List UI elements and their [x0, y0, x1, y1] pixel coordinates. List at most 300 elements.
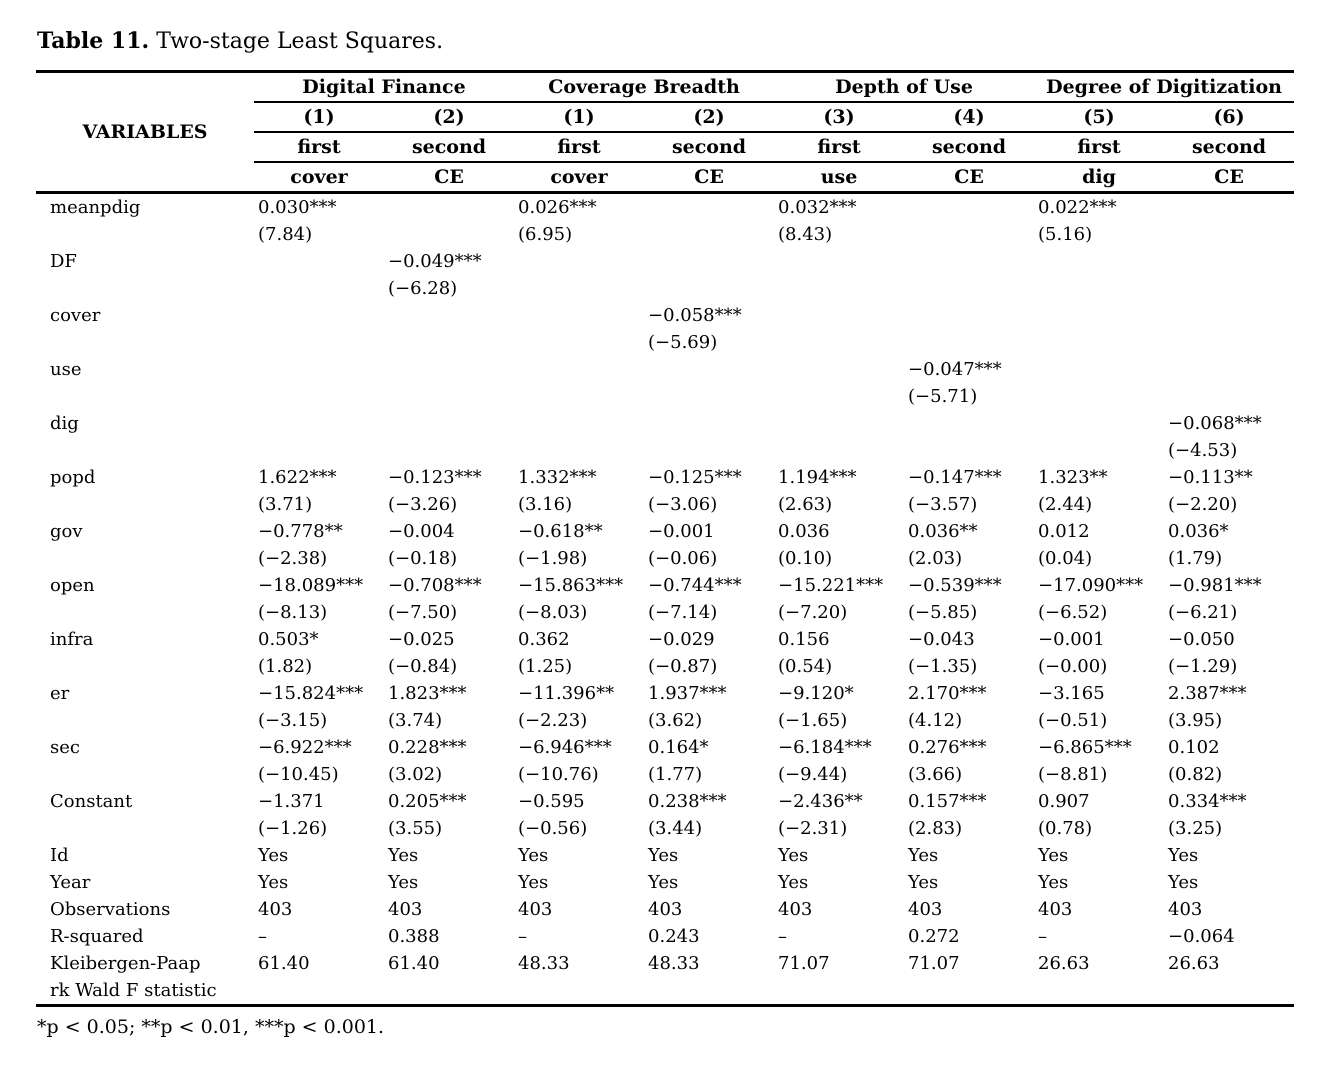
stat-cell: Yes	[778, 845, 809, 866]
tstat-cell: (3.66)	[908, 764, 963, 785]
model-number: (4)	[904, 102, 1034, 132]
tstat-cell: (−2.20)	[1168, 494, 1238, 515]
coef-cell: −0.123***	[388, 467, 482, 488]
stat-cell: –	[518, 926, 528, 947]
coef-cell	[644, 248, 774, 275]
tstat-cell: (−6.28)	[388, 278, 458, 299]
tstat-cell: (4.12)	[908, 710, 963, 731]
coef-cell: −0.058***	[648, 305, 742, 326]
stat-cell: 403	[388, 899, 423, 920]
coef-cell	[1034, 356, 1164, 383]
table-row	[36, 788, 1294, 815]
stat-cell: 403	[1038, 899, 1073, 920]
stat-cell: 403	[908, 899, 943, 920]
var-label: popd	[50, 467, 96, 488]
tstat-cell	[774, 383, 904, 410]
stat-cell: 71.07	[908, 953, 960, 974]
coef-cell	[644, 356, 774, 383]
depvar-label: CE	[384, 162, 514, 193]
tstat-cell: (−4.53)	[1168, 440, 1238, 461]
coef-cell: 2.387***	[1168, 683, 1247, 704]
tstat-cell	[254, 437, 384, 464]
coef-cell: 1.622***	[258, 467, 337, 488]
coef-cell: −0.047***	[908, 359, 1002, 380]
table-row	[36, 599, 1294, 626]
coef-cell: 0.238***	[648, 791, 727, 812]
tstat-cell	[644, 437, 774, 464]
coef-cell	[904, 410, 1034, 437]
tstat-cell	[644, 275, 774, 302]
table-row	[36, 680, 1294, 707]
stat-cell: –	[258, 926, 267, 947]
stat-cell: Yes	[518, 872, 549, 893]
stat-cell: −0.064	[1168, 926, 1235, 947]
coef-cell	[774, 410, 904, 437]
coef-cell: 1.323**	[1038, 467, 1108, 488]
coef-cell: −3.165	[1038, 683, 1105, 704]
tstat-cell: (−3.06)	[648, 494, 718, 515]
coef-cell: 0.164*	[648, 737, 709, 758]
coef-cell: 0.036**	[908, 521, 978, 542]
table-row	[36, 248, 1294, 275]
coef-cell	[774, 356, 904, 383]
stat-cell: Yes	[908, 872, 939, 893]
coef-cell	[1034, 302, 1164, 329]
tstat-cell: (−1.35)	[908, 656, 978, 677]
table-row	[36, 437, 1294, 464]
tstat-cell: (−3.15)	[258, 710, 328, 731]
coef-cell: −0.595	[518, 791, 585, 812]
var-label-blank	[36, 437, 254, 464]
table-row	[36, 707, 1294, 734]
depvar-label: dig	[1034, 162, 1164, 193]
table-row	[36, 356, 1294, 383]
group-header: Degree of Digitization	[1034, 72, 1294, 103]
tstat-cell	[1164, 329, 1294, 356]
coef-cell: 0.036*	[1168, 521, 1229, 542]
tstat-cell	[514, 383, 644, 410]
stat-cell: –	[1038, 926, 1048, 947]
coef-cell: −6.922***	[258, 737, 352, 758]
table-row	[36, 221, 1294, 248]
tstat-cell	[1164, 275, 1294, 302]
coef-cell: −0.708***	[388, 575, 482, 596]
tstat-cell: (0.04)	[1038, 548, 1093, 569]
stage-label: second	[384, 132, 514, 162]
table-caption: Two-stage Least Squares.	[149, 29, 444, 54]
var-label-blank	[36, 275, 254, 302]
var-label-blank	[36, 221, 254, 248]
stat-cell: 48.33	[648, 953, 700, 974]
coef-cell: 0.102	[1168, 737, 1220, 758]
coef-cell: 0.503*	[258, 629, 319, 650]
tstat-cell	[384, 221, 514, 248]
var-label: infra	[50, 629, 94, 650]
table-row	[36, 302, 1294, 329]
tstat-cell: (−0.06)	[648, 548, 718, 569]
table-row	[36, 653, 1294, 680]
tstat-cell	[384, 383, 514, 410]
stat-cell: 61.40	[388, 953, 440, 974]
coef-cell	[254, 410, 384, 437]
coef-cell: 0.032***	[778, 197, 857, 218]
var-label-blank	[36, 815, 254, 842]
model-number: (3)	[774, 102, 904, 132]
stage-label: first	[514, 132, 644, 162]
tstat-cell	[1034, 383, 1164, 410]
coef-cell: −0.618**	[518, 521, 603, 542]
stat-label: R-squared	[50, 926, 144, 947]
coef-cell	[1164, 248, 1294, 275]
coef-cell	[1164, 193, 1294, 222]
tstat-cell: (−0.00)	[1038, 656, 1108, 677]
coef-cell: −15.824***	[258, 683, 364, 704]
coef-cell: −11.396**	[518, 683, 615, 704]
variables-column-header: VARIABLES	[36, 72, 254, 193]
var-label: sec	[50, 737, 80, 758]
coef-cell	[644, 193, 774, 222]
significance-note: *p < 0.05; **p < 0.01, ***p < 0.001.	[37, 1016, 385, 1038]
tstat-cell	[514, 437, 644, 464]
coef-cell	[384, 193, 514, 222]
tstat-cell: (−10.76)	[518, 764, 599, 785]
tstat-cell	[384, 329, 514, 356]
stat-cell: 403	[258, 899, 293, 920]
tstat-cell: (−0.51)	[1038, 710, 1108, 731]
tstat-cell: (−7.50)	[388, 602, 458, 623]
model-number: (1)	[514, 102, 644, 132]
coef-cell: −0.001	[1038, 629, 1105, 650]
coef-cell: 0.276***	[908, 737, 987, 758]
tstat-cell: (−6.52)	[1038, 602, 1108, 623]
tstat-cell	[1164, 383, 1294, 410]
var-label-blank	[36, 383, 254, 410]
stat-cell: Yes	[648, 845, 679, 866]
stat-cell: Yes	[258, 872, 289, 893]
depvar-label: CE	[904, 162, 1034, 193]
var-label-blank	[36, 707, 254, 734]
coef-cell: −1.371	[258, 791, 325, 812]
stat-cell: Yes	[1038, 845, 1069, 866]
tstat-cell: (−1.65)	[778, 710, 848, 731]
tstat-cell	[904, 221, 1034, 248]
tstat-cell: (−5.85)	[908, 602, 978, 623]
coef-cell: −0.539***	[908, 575, 1002, 596]
tstat-cell	[1034, 329, 1164, 356]
table-row	[36, 545, 1294, 572]
var-label-blank	[36, 329, 254, 356]
depvar-label: use	[774, 162, 904, 193]
coef-cell: 0.012	[1038, 521, 1090, 542]
tstat-cell: (−8.03)	[518, 602, 588, 623]
var-label-blank	[36, 491, 254, 518]
tstat-cell: (−1.98)	[518, 548, 588, 569]
table-row	[36, 329, 1294, 356]
tstat-cell: (0.54)	[778, 656, 833, 677]
tstat-cell	[904, 275, 1034, 302]
coef-cell	[1034, 248, 1164, 275]
tstat-cell	[644, 221, 774, 248]
var-label: Constant	[50, 791, 133, 812]
coef-cell: 1.823***	[388, 683, 467, 704]
table-row	[36, 761, 1294, 788]
stat-cell: Yes	[258, 845, 289, 866]
coef-cell	[254, 356, 384, 383]
coef-cell: −0.125***	[648, 467, 742, 488]
coef-cell	[384, 356, 514, 383]
coef-cell: 0.205***	[388, 791, 467, 812]
stat-label: Kleibergen-Paap	[50, 953, 201, 974]
stage-label: second	[644, 132, 774, 162]
coef-cell: −0.147***	[908, 467, 1002, 488]
coef-cell	[254, 302, 384, 329]
tstat-cell: (−5.69)	[648, 332, 718, 353]
coef-cell: 0.907	[1038, 791, 1090, 812]
tstat-cell: (−10.45)	[258, 764, 339, 785]
var-label: DF	[50, 251, 77, 272]
tstat-cell	[514, 275, 644, 302]
coef-cell	[514, 410, 644, 437]
coef-cell: −0.050	[1168, 629, 1235, 650]
var-label: dig	[50, 413, 79, 434]
table-row	[36, 734, 1294, 761]
tstat-cell: (3.25)	[1168, 818, 1223, 839]
var-label: er	[50, 683, 70, 704]
tstat-cell: (1.77)	[648, 764, 703, 785]
group-header: Digital Finance	[254, 72, 514, 103]
table-row	[36, 518, 1294, 545]
tstat-cell: (−1.29)	[1168, 656, 1238, 677]
coef-cell: −0.068***	[1168, 413, 1262, 434]
model-number: (1)	[254, 102, 384, 132]
coef-cell	[514, 302, 644, 329]
depvar-label: cover	[254, 162, 384, 193]
tstat-cell: (−0.18)	[388, 548, 458, 569]
coef-cell: −6.946***	[518, 737, 612, 758]
tstat-cell	[1164, 221, 1294, 248]
stat-label: Id	[50, 845, 69, 866]
coef-cell: 0.157***	[908, 791, 987, 812]
var-label-blank	[36, 761, 254, 788]
table-row	[36, 464, 1294, 491]
coef-cell	[644, 410, 774, 437]
tstat-cell: (2.03)	[908, 548, 963, 569]
tstat-cell: (3.71)	[258, 494, 313, 515]
coef-cell	[904, 193, 1034, 222]
table-row	[36, 950, 1294, 977]
tstat-cell: (0.78)	[1038, 818, 1093, 839]
var-label: open	[50, 575, 95, 596]
tstat-cell: (−8.13)	[258, 602, 328, 623]
tstat-cell: (6.95)	[518, 224, 573, 245]
tstat-cell: (−8.81)	[1038, 764, 1108, 785]
coef-cell	[1164, 302, 1294, 329]
stat-label: Observations	[50, 899, 171, 920]
tstat-cell	[774, 329, 904, 356]
tstat-cell	[254, 329, 384, 356]
tstat-cell: (3.74)	[388, 710, 443, 731]
tstat-cell: (8.43)	[778, 224, 833, 245]
stat-cell: 61.40	[258, 953, 310, 974]
tstat-cell: (2.83)	[908, 818, 963, 839]
model-number: (5)	[1034, 102, 1164, 132]
var-label: gov	[50, 521, 83, 542]
model-number: (2)	[644, 102, 774, 132]
tstat-cell: (0.10)	[778, 548, 833, 569]
tstat-cell: (−1.26)	[258, 818, 328, 839]
table-row	[36, 626, 1294, 653]
tstat-cell: (−3.26)	[388, 494, 458, 515]
var-label-blank	[36, 653, 254, 680]
coef-cell: −18.089***	[258, 575, 364, 596]
tstat-cell: (5.16)	[1038, 224, 1093, 245]
tstat-cell	[904, 437, 1034, 464]
coef-cell: −0.004	[388, 521, 455, 542]
tstat-cell: (−5.71)	[908, 386, 978, 407]
tstat-cell: (3.95)	[1168, 710, 1223, 731]
table-row	[36, 842, 1294, 869]
stat-cell: Yes	[1168, 872, 1199, 893]
coef-cell: −9.120*	[778, 683, 854, 704]
results-table	[36, 70, 1294, 1007]
stat-label: Year	[50, 872, 91, 893]
coef-cell: −0.778**	[258, 521, 343, 542]
depvar-label: CE	[644, 162, 774, 193]
coef-cell: 1.937***	[648, 683, 727, 704]
table-row	[36, 383, 1294, 410]
tstat-cell: (3.16)	[518, 494, 573, 515]
stage-label: first	[254, 132, 384, 162]
coef-cell: −0.001	[648, 521, 715, 542]
group-header: Coverage Breadth	[514, 72, 774, 103]
stat-cell: 0.243	[648, 926, 700, 947]
coef-cell: 0.334***	[1168, 791, 1247, 812]
tstat-cell: (−7.14)	[648, 602, 718, 623]
depvar-label: cover	[514, 162, 644, 193]
coef-cell: −15.221***	[778, 575, 884, 596]
coef-cell: −0.981***	[1168, 575, 1262, 596]
coef-cell: 0.156	[778, 629, 830, 650]
coef-cell: 0.228***	[388, 737, 467, 758]
coef-cell	[774, 248, 904, 275]
coef-cell	[904, 302, 1034, 329]
coef-cell: −0.025	[388, 629, 455, 650]
coef-cell	[514, 356, 644, 383]
tstat-cell: (1.82)	[258, 656, 313, 677]
tstat-cell	[774, 437, 904, 464]
coef-cell: −17.090***	[1038, 575, 1144, 596]
coef-cell: −15.863***	[518, 575, 624, 596]
tstat-cell: (−2.23)	[518, 710, 588, 731]
tstat-cell: (2.44)	[1038, 494, 1093, 515]
model-number: (6)	[1164, 102, 1294, 132]
var-label-blank	[36, 599, 254, 626]
coef-cell: 1.194***	[778, 467, 857, 488]
tstat-cell: (−0.84)	[388, 656, 458, 677]
coef-cell: 2.170***	[908, 683, 987, 704]
coef-cell	[1164, 356, 1294, 383]
table-row	[36, 923, 1294, 950]
coef-cell	[254, 248, 384, 275]
stage-label: first	[774, 132, 904, 162]
tstat-cell: (3.55)	[388, 818, 443, 839]
stat-cell: Yes	[648, 872, 679, 893]
coef-cell: 0.036	[778, 521, 830, 542]
coef-cell	[384, 410, 514, 437]
tstat-cell: (1.25)	[518, 656, 573, 677]
coef-cell	[514, 248, 644, 275]
tstat-cell	[774, 275, 904, 302]
stage-label: first	[1034, 132, 1164, 162]
tstat-cell: (0.82)	[1168, 764, 1223, 785]
tstat-cell	[1034, 275, 1164, 302]
stat-cell: 403	[778, 899, 813, 920]
stat-cell: 0.388	[388, 926, 440, 947]
coef-cell: 0.362	[518, 629, 570, 650]
tstat-cell: (−6.21)	[1168, 602, 1238, 623]
stat-cell: 48.33	[518, 953, 570, 974]
coef-cell: 0.026***	[518, 197, 597, 218]
coef-cell: −0.029	[648, 629, 715, 650]
stage-label: second	[904, 132, 1034, 162]
stat-cell: Yes	[1038, 872, 1069, 893]
var-label: use	[50, 359, 82, 380]
tstat-cell: (−0.87)	[648, 656, 718, 677]
tstat-cell: (−9.44)	[778, 764, 848, 785]
stat-label-line2: rk Wald F statistic	[50, 980, 217, 1001]
table-row	[36, 815, 1294, 842]
stat-cell: Yes	[518, 845, 549, 866]
stat-cell: Yes	[908, 845, 939, 866]
tstat-cell: (−3.57)	[908, 494, 978, 515]
table-title	[37, 28, 1294, 54]
stat-cell: Yes	[388, 845, 419, 866]
tstat-cell	[514, 329, 644, 356]
table-row	[36, 869, 1294, 896]
table-row	[36, 572, 1294, 599]
coef-cell	[904, 248, 1034, 275]
coef-cell: −0.744***	[648, 575, 742, 596]
stat-cell: 403	[1168, 899, 1203, 920]
coef-cell: −6.184***	[778, 737, 872, 758]
table-row	[36, 491, 1294, 518]
coef-cell	[1034, 410, 1164, 437]
coef-cell: −0.043	[908, 629, 975, 650]
tstat-cell: (−2.31)	[778, 818, 848, 839]
table-row	[36, 977, 1294, 1006]
group-header: Depth of Use	[774, 72, 1034, 103]
var-label-blank	[36, 545, 254, 572]
tstat-cell	[384, 437, 514, 464]
tstat-cell	[254, 383, 384, 410]
tstat-cell: (1.79)	[1168, 548, 1223, 569]
tstat-cell: (2.63)	[778, 494, 833, 515]
model-number: (2)	[384, 102, 514, 132]
stat-cell: 71.07	[778, 953, 830, 974]
coef-cell	[774, 302, 904, 329]
tstat-cell: (3.44)	[648, 818, 703, 839]
coef-cell: −0.049***	[388, 251, 482, 272]
tstat-cell: (−7.20)	[778, 602, 848, 623]
stat-cell: –	[778, 926, 788, 947]
tstat-cell: (−2.38)	[258, 548, 328, 569]
coef-cell: 0.030***	[258, 197, 337, 218]
tstat-cell	[254, 275, 384, 302]
stage-label: second	[1164, 132, 1294, 162]
stat-cell: Yes	[1168, 845, 1199, 866]
stat-cell: Yes	[778, 872, 809, 893]
coef-cell	[384, 302, 514, 329]
